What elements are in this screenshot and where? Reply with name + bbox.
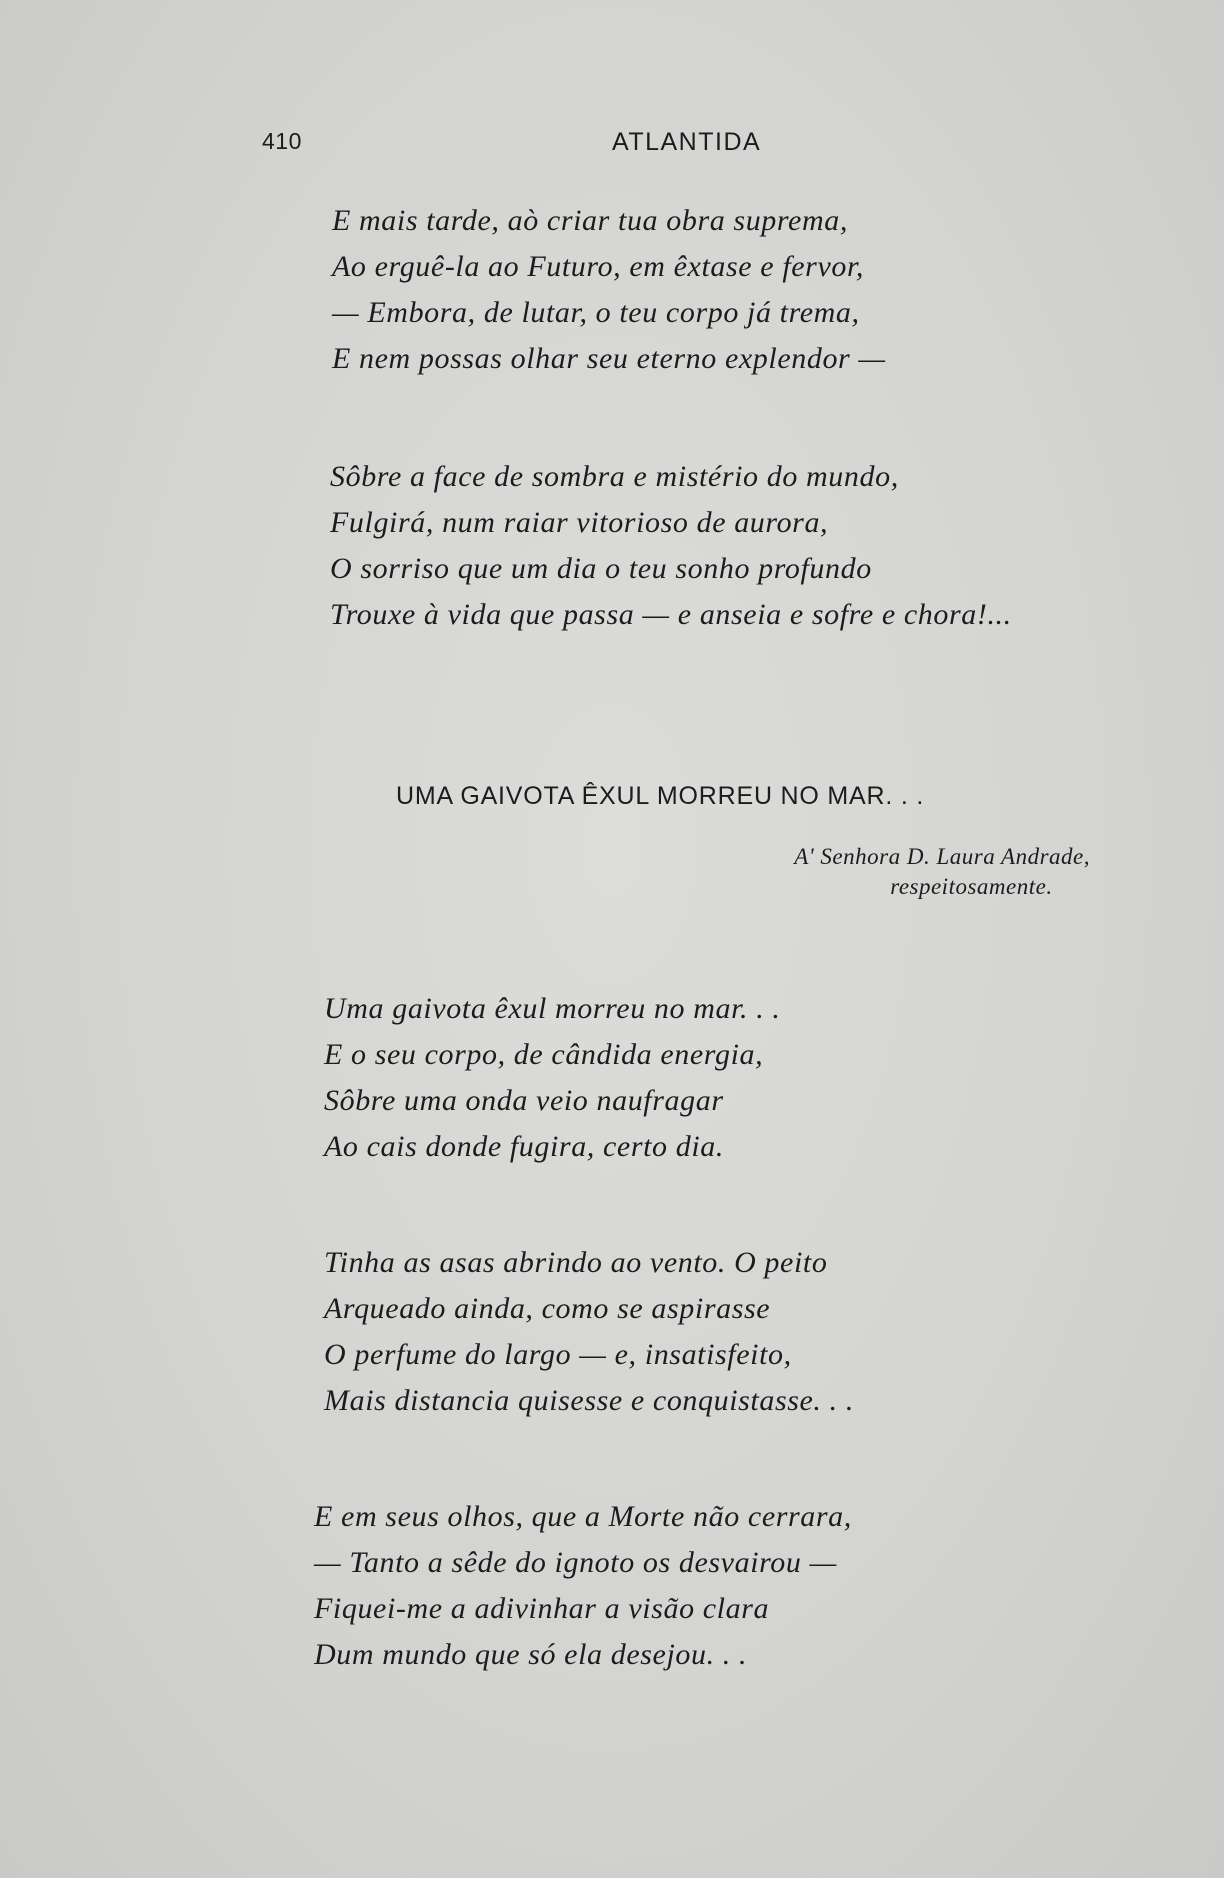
- running-title: ATLANTIDA: [612, 128, 762, 156]
- verse-line: — Tanto a sêde do ignoto os desvairou —: [314, 1546, 837, 1579]
- verse-line: Sôbre uma onda veio naufragar: [324, 1084, 724, 1117]
- dedication-line: respeitosamente.: [890, 874, 1053, 899]
- verse-line: E em seus olhos, que a Morte não cerrara,: [314, 1500, 852, 1533]
- page-header: [0, 128, 1224, 164]
- verse-line: Fiquei-me a adivinhar a visão clara: [314, 1592, 770, 1625]
- verse-line: Sôbre a face de sombra e mistério do mundo,: [330, 460, 899, 493]
- verse-line: E mais tarde, aò criar tua obra suprema,: [332, 204, 848, 237]
- verse-line: Trouxe à vida que passa — e anseia e sofre e chora!...: [330, 598, 1012, 631]
- poem-stanza-1: [324, 986, 781, 1170]
- verse-line: — Embora, de lutar, o teu corpo já trema,: [332, 296, 860, 329]
- page-number: 410: [262, 128, 302, 154]
- verse-line: Dum mundo que só ela desejou. . .: [314, 1638, 748, 1671]
- verse-line: Fulgirá, num raiar vitorioso de aurora,: [330, 506, 829, 539]
- poem-title: UMA GAIVOTA ÊXUL MORREU NO MAR. . .: [396, 782, 925, 810]
- stanza-prev-1: [332, 198, 886, 382]
- poem-stanza-2: [324, 1240, 854, 1424]
- verse-line: O perfume do largo — e, insatisfeito,: [324, 1338, 792, 1371]
- poem-stanza-3: [314, 1494, 852, 1678]
- verse-line: Mais distancia quisesse e conquistasse. . .: [324, 1384, 854, 1417]
- verse-line: Arqueado ainda, como se aspirasse: [324, 1292, 771, 1325]
- verse-line: Tinha as asas abrindo ao vento. O peito: [324, 1246, 828, 1279]
- verse-line: E nem possas olhar seu eterno explendor —: [332, 342, 886, 375]
- stanza-prev-2: [330, 454, 1012, 638]
- verse-line: Ao cais donde fugira, certo dia.: [324, 1130, 724, 1163]
- verse-line: E o seu corpo, de cândida energia,: [324, 1038, 764, 1071]
- verse-line: Uma gaivota êxul morreu no mar. . .: [324, 992, 781, 1025]
- verse-line: Ao erguê-la ao Futuro, em êxtase e fervor,: [332, 250, 865, 283]
- dedication-line: A' Senhora D. Laura Andrade,: [794, 844, 1090, 869]
- verse-line: O sorriso que um dia o teu sonho profundo: [330, 552, 872, 585]
- dedication: [794, 842, 1090, 902]
